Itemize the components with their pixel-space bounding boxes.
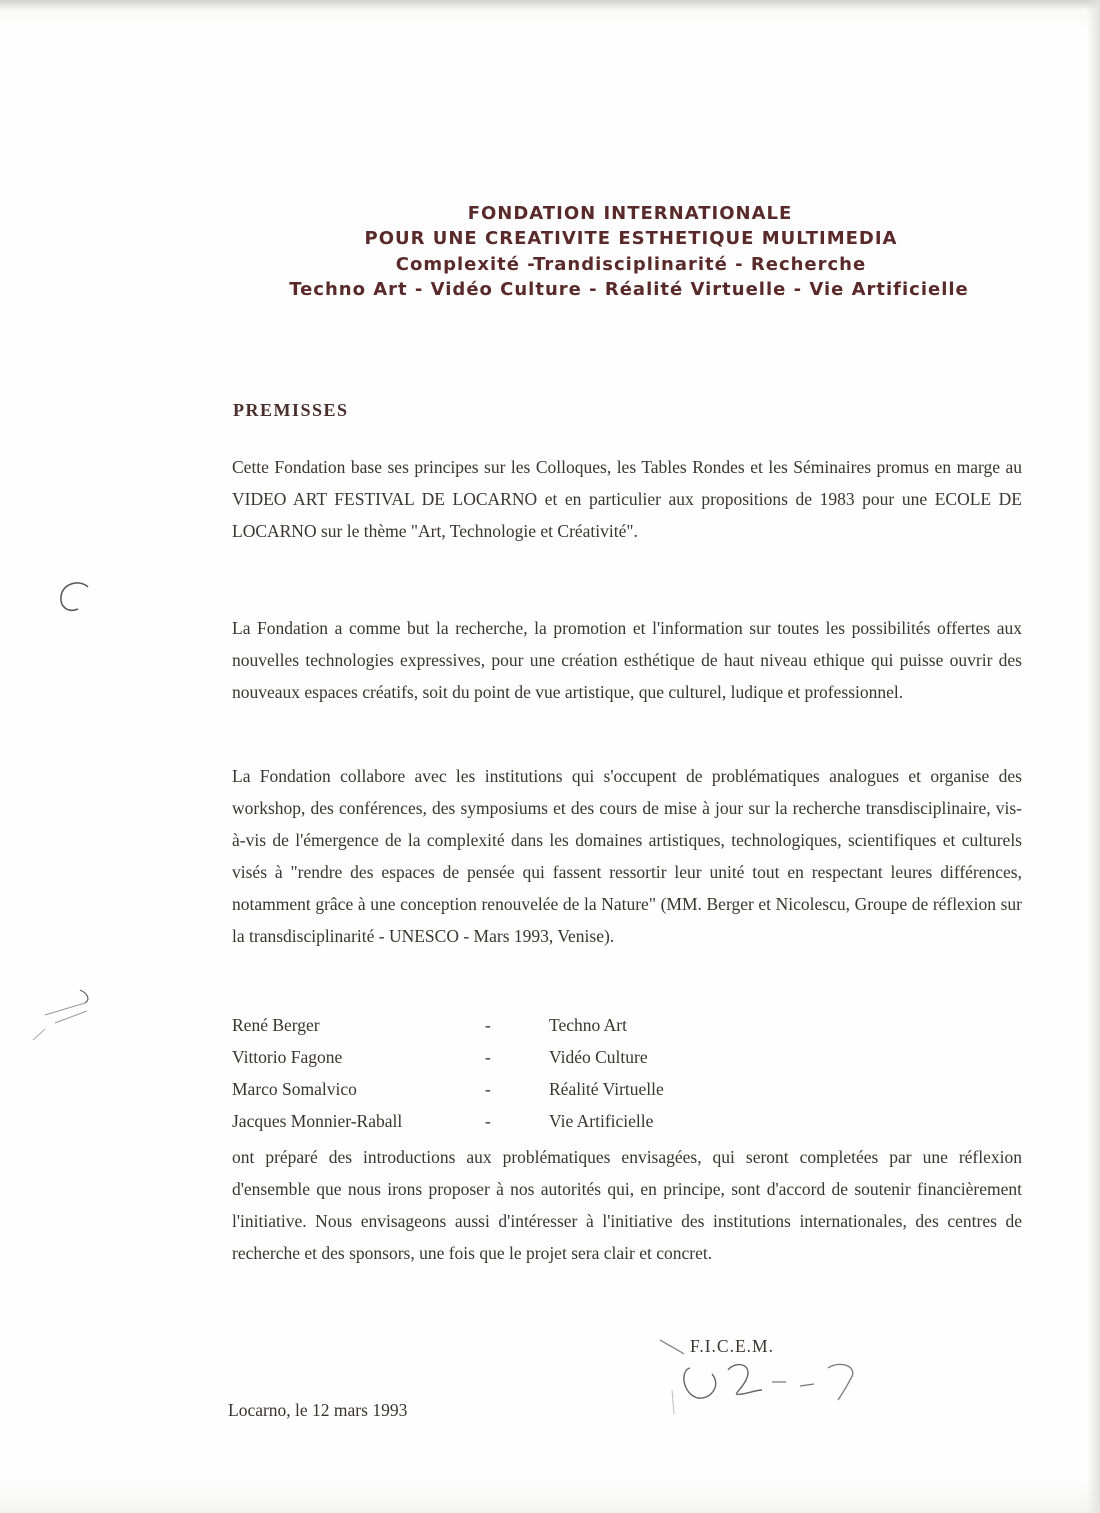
contributor-row [232,1015,832,1047]
contributors-list [232,1015,832,1143]
contributor-name: René Berger [232,1015,320,1035]
header-line-1: FONDATION INTERNATIONALE [467,203,793,224]
signature-organization: F.I.C.E.M. [690,1336,774,1356]
contributor-dash: - [485,1047,491,1067]
page-right-edge [1086,0,1100,1513]
header-line-4: Techno Art - Vidéo Culture - Réalité Virtuelle - Vie Artificielle [289,279,969,300]
punch-hole-mark [52,575,102,625]
contributor-name: Jacques Monnier-Raball [232,1111,403,1131]
header-line-2: POUR UNE CREATIVITE ESTHETIQUE MULTIMEDIA [364,228,898,249]
contributor-row [232,1111,832,1143]
contributor-dash: - [485,1079,491,1099]
contributor-dash: - [485,1111,491,1131]
section-title: PREMISSES [233,400,349,420]
contributor-row [232,1079,832,1111]
paragraph-1: Cette Fondation base ses principes sur les Colloques, les Tables Rondes et les Séminaires promus en marge au VIDEO ART FESTIVAL DE LOCARNO et en particulier aux propositions de 1983 pour une ECOLE DE LOCARNO sur le thème "Art, Technologie et Créativité". [232,457,1022,541]
paragraph-3: La Fondation collabore avec les institutions qui s'occupent de problématiques analogues et organise des workshop, des conférences, des symposiums et des cours de mise à jour sur la recherche transdisciplinaire, vis-à-vis de l'émergence de la complexité dans les domaines artistiques, technologiques, scientifiques et culturels visés à "rendre des espaces de pensée qui fassent ressortir leur unité tout en respectant leures différences, notamment grâce à une conception renouvelée de la Nature" (MM. Berger et Nicolescu, Groupe de réflexion sur la transdisciplinarité - UNESCO - Mars 1993, Venise). [232,766,1022,946]
paper-crease-mark [25,985,105,1055]
contributor-role: Vidéo Culture [549,1047,648,1067]
header-line-3: Complexité -Trandisciplinarité - Recherche [395,254,867,275]
contributor-role: Réalité Virtuelle [549,1079,664,1099]
contributor-role: Techno Art [549,1015,627,1035]
contributor-row [232,1047,832,1079]
contributor-dash: - [485,1015,491,1035]
handwritten-signature [650,1330,880,1420]
paragraph-2: La Fondation a comme but la recherche, la promotion et l'information sur toutes les possibilités offertes aux nouvelles technologies expressives, pour une création esthétique de haut niveau ethique qui puisse ouvrir des nouveaux espaces créatifs, soit du point de vue artistique, que culturel, ludique et professionnel. [232,618,1022,702]
contributor-name: Vittorio Fagone [232,1047,343,1067]
contributor-role: Vie Artificielle [549,1111,654,1131]
place-and-date: Locarno, le 12 mars 1993 [228,1400,408,1420]
paragraph-4: ont préparé des introductions aux problématiques envisagées, qui seront completées par une réflexion d'ensemble que nous irons proposer à nos autorités qui, en principe, sont d'accord de soutenir financièrement l'initiative. Nous envisageons aussi d'intéresser à l'initiative des institutions internationales, des centres de recherche et des sponsors, une fois que le projet sera clair et concret. [232,1147,1022,1263]
page-top-edge [0,0,1100,10]
contributor-name: Marco Somalvico [232,1079,357,1099]
